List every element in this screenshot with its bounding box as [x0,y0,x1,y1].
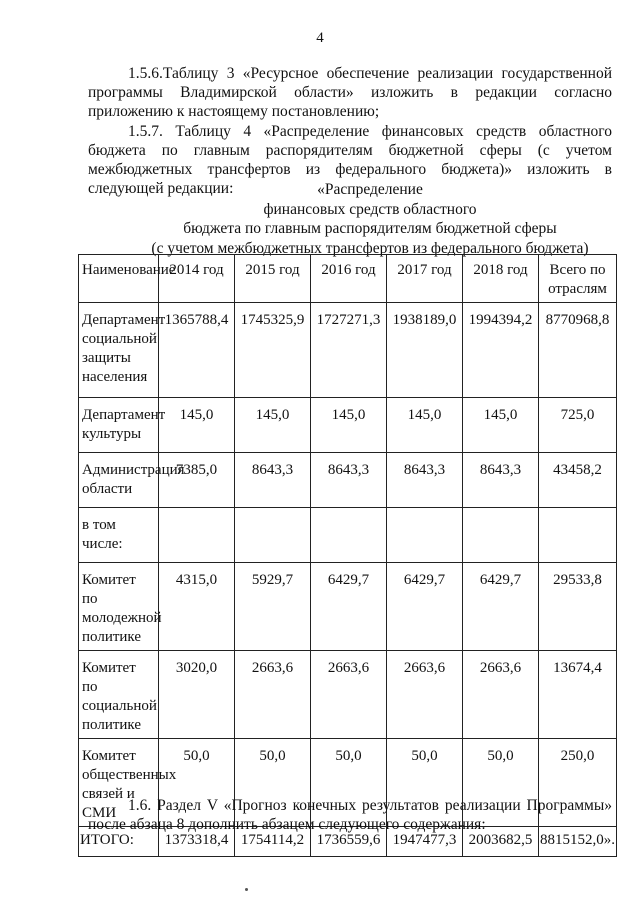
cell-2016: 145,0 [311,398,387,453]
cell-2016: 50,0 [311,739,387,827]
cell-2016 [311,508,387,563]
cell-2017 [387,508,463,563]
cell-total: 725,0 [539,398,617,453]
table-row [79,303,617,398]
total-2017: 1947477,3 [387,827,463,857]
row-name: Комитет по молодежной политике [79,563,159,651]
cell-2017: 50,0 [387,739,463,827]
cell-2017: 8643,3 [387,453,463,508]
table-title-line-2: финансовых средств областного [263,200,477,218]
cell-2014 [159,508,235,563]
header-2018: 2018 год [463,255,539,303]
cell-total: 13674,4 [539,651,617,739]
table-title-line-3: бюджета по главным распорядителям бюджетной сферы [183,220,557,237]
total-label: ИТОГО: [79,827,159,857]
cell-2018: 50,0 [463,739,539,827]
row-name: Комитет общественных связей и СМИ [79,739,159,827]
cell-total: 29533,8 [539,563,617,651]
header-name: Наименование [79,255,159,303]
row-name: Администрация области [79,453,159,508]
row-name: в том числе: [79,508,159,563]
scan-speck [245,888,248,891]
cell-2015 [235,508,311,563]
cell-2018: 145,0 [463,398,539,453]
total-all: 8815152,0». [539,827,617,857]
header-2017: 2017 год [387,255,463,303]
cell-2017: 1938189,0 [387,303,463,398]
cell-total: 8770968,8 [539,303,617,398]
total-2015: 1754114,2 [235,827,311,857]
cell-2016: 8643,3 [311,453,387,508]
cell-2016: 6429,7 [311,563,387,651]
table-row [79,453,617,508]
header-2015: 2015 год [235,255,311,303]
paragraph-1-6: 1.6. Раздел V «Прогноз конечных результатов реализации Программы» после абзаца 8 дополнить абзацем следующего содержания: [88,797,612,833]
total-2018: 2003682,5 [463,827,539,857]
table-row [79,398,617,453]
cell-2017: 145,0 [387,398,463,453]
cell-2015: 5929,7 [235,563,311,651]
row-name: Департамент культуры [79,398,159,453]
table-title-line-1: «Распределение [317,181,423,198]
table-row [79,651,617,739]
total-2016: 1736559,6 [311,827,387,857]
total-2014: 1373318,4 [159,827,235,857]
header-2016: 2016 год [311,255,387,303]
table-title-line-4: (с учетом межбюджетных трансфертов из федерального бюджета) [151,239,589,257]
table-title [150,180,590,258]
cell-2017: 2663,6 [387,651,463,739]
row-name: Департамент социальной защиты населения [79,303,159,398]
table-row [79,508,617,563]
header-2014: 2014 год [159,255,235,303]
cell-2017: 6429,7 [387,563,463,651]
cell-2016: 1727271,3 [311,303,387,398]
financial-distribution-table [78,254,617,857]
cell-2015: 8643,3 [235,453,311,508]
cell-total: 43458,2 [539,453,617,508]
paragraph-1-5-7: 1.5.7. Таблицу 4 «Распределение финансовых средств областного бюджета по главным распорядителям бюджетной сферы (с учетом межбюджетных трансфертов из федерального бюджета)» изложить в следующей редакции: [88,123,612,197]
cell-2014: 3020,0 [159,651,235,739]
cell-2014: 7385,0 [159,453,235,508]
paragraph-1-5-6: 1.5.6.Таблицу 3 «Ресурсное обеспечение реализации государственной программы Владимирской области» изложить в редакции согласно приложению к настоящему постановлению; [88,65,612,120]
cell-2015: 2663,6 [235,651,311,739]
cell-total [539,508,617,563]
cell-2018: 1994394,2 [463,303,539,398]
header-total: Всего по отраслям [539,255,617,303]
cell-2015: 1745325,9 [235,303,311,398]
cell-2014: 4315,0 [159,563,235,651]
table-header-row [79,255,617,303]
cell-2014: 145,0 [159,398,235,453]
row-name: Комитет по социальной политике [79,651,159,739]
cell-2018: 6429,7 [463,563,539,651]
page-number: 4 [316,30,324,46]
cell-2014: 50,0 [159,739,235,827]
cell-total: 250,0 [539,739,617,827]
cell-2016: 2663,6 [311,651,387,739]
cell-2015: 50,0 [235,739,311,827]
cell-2015: 145,0 [235,398,311,453]
cell-2018: 8643,3 [463,453,539,508]
cell-2014: 1365788,4 [159,303,235,398]
cell-2018 [463,508,539,563]
cell-2018: 2663,6 [463,651,539,739]
table-row [79,563,617,651]
